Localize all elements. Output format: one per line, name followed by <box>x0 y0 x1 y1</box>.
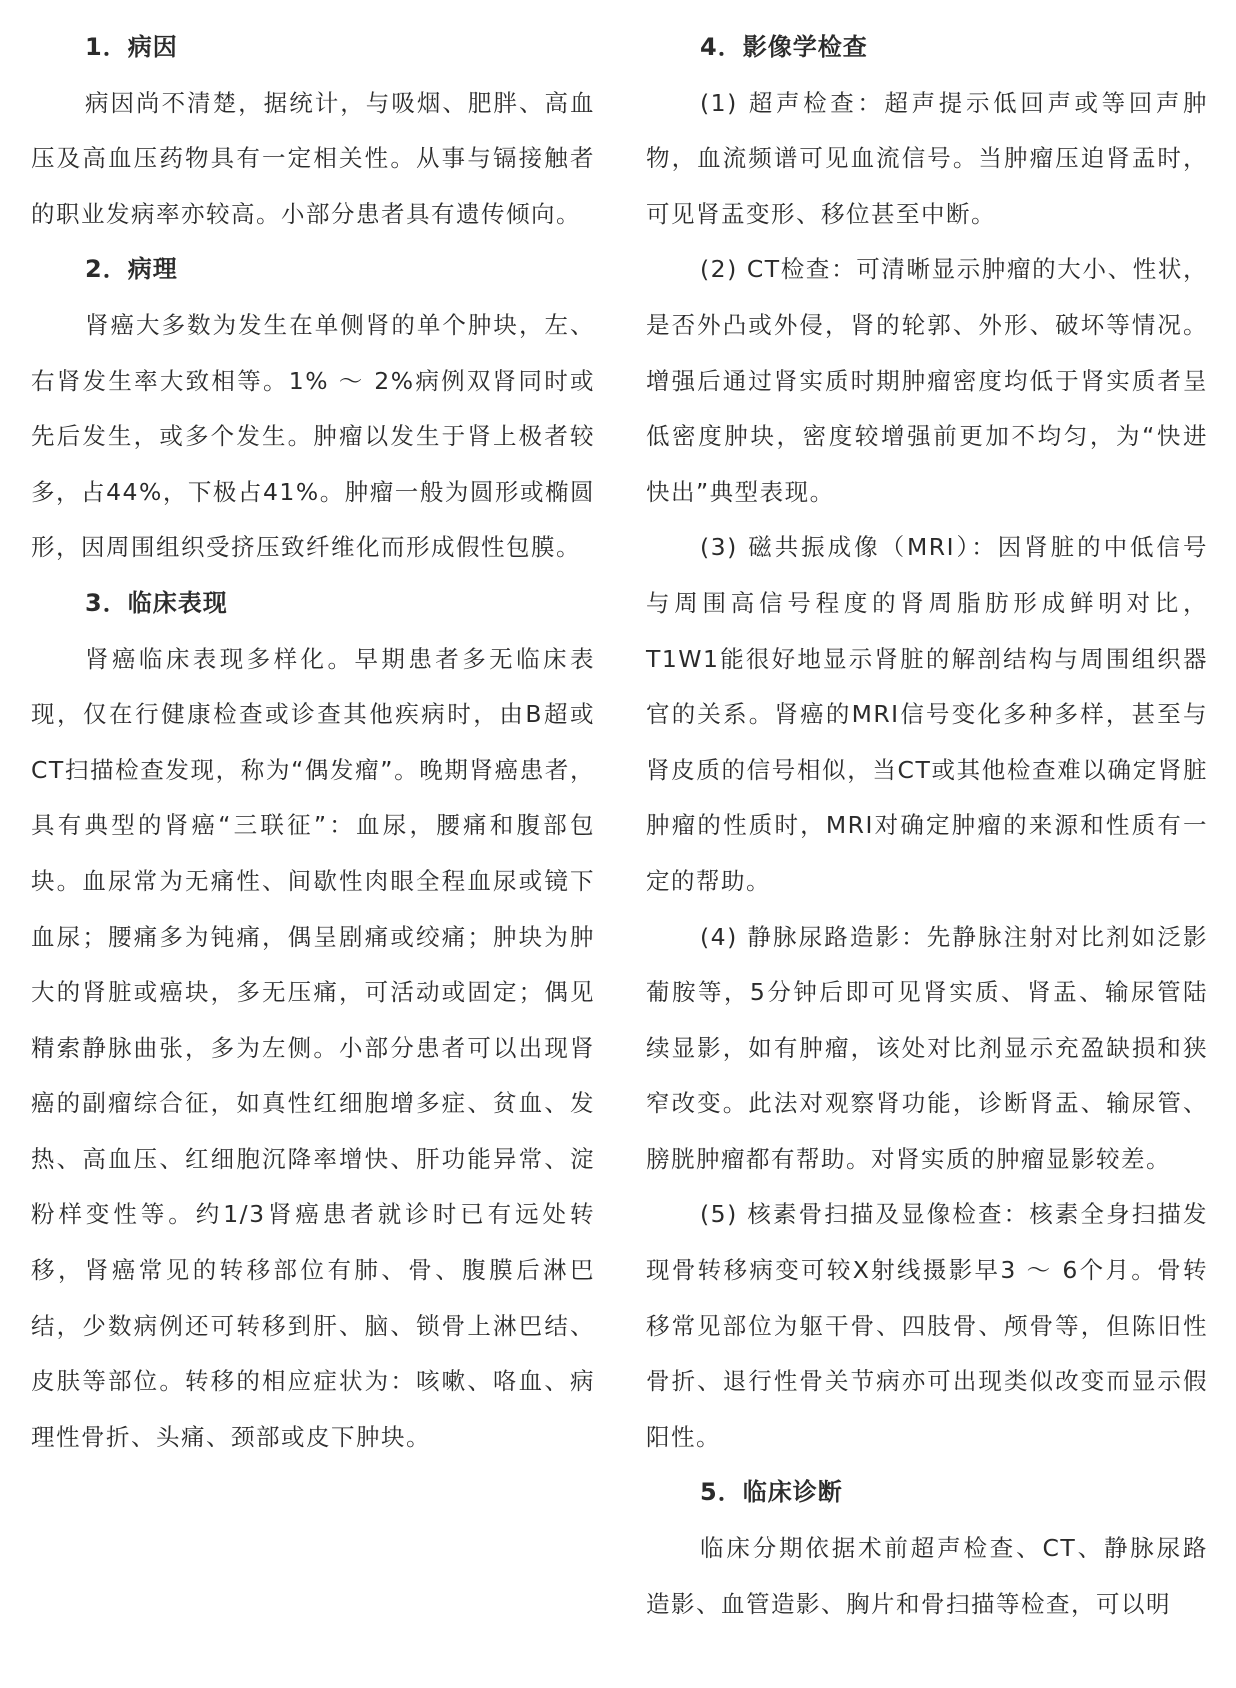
section-heading-pathology: 2．病理 <box>85 255 178 284</box>
paragraph-ct: (2) CT检查：可清晰显示肿瘤的大小、性状，是否外凸或外侵，肾的轮郭、外形、破坏等情况。增强后通过肾实质时期肿瘤密度均低于肾实质者呈低密度肿块，密度较增强前更加不均匀，为“快进快出”典型表现。 <box>646 255 1208 506</box>
section-heading-clinical-diagnosis: 5．临床诊断 <box>700 1478 843 1507</box>
section-heading-etiology: 1．病因 <box>85 33 178 61</box>
paragraph-urography: (4) 静脉尿路造影：先静脉注射对比剂如泛影葡胺等，5分钟后即可见肾实质、肾盂、输尿管陆续显影，如有肿瘤，该处对比剂显示充盈缺损和狭窄改变。此法对观察肾功能，诊断肾盂、输尿管、膀胱肿瘤都有帮助。对肾实质的肿瘤显影较差。 <box>646 922 1208 1173</box>
paragraph-bone-scan: (5) 核素骨扫描及显像检查：核素全身扫描发现骨转移病变可较X射线摄影早3 ～ 6个月。骨转移常见部位为躯干骨、四肢骨、颅骨等，但陈旧性骨折、退行性骨关节病亦可出现类似改变而显示假阳性。 <box>646 1200 1208 1451</box>
paragraph-clinical-diagnosis: 临床分期依据术前超声检查、CT、静脉尿路造影、血管造影、胸片和骨扫描等检查，可以明 <box>646 1534 1208 1618</box>
section-heading-clinical-manifestation: 3．临床表现 <box>85 588 228 617</box>
paragraph-mri: (3) 磁共振成像（MRI）：因肾脏的中低信号与周围高信号程度的肾周脂肪形成鲜明对比，T1W1能很好地显示肾脏的解剖结构与周围组织器官的关系。肾癌的MRI信号变化多种多样，甚至与肾皮质的信号相似，当CT或其他检查难以确定肾脏肿瘤的性质时，MRI对确定肿瘤的来源和性质有一定的帮助。 <box>646 533 1208 895</box>
paragraph-ultrasound: (1) 超声检查：超声提示低回声或等回声肿物，血流频谱可见血流信号。当肿瘤压迫肾盂时，可见肾盂变形、移位甚至中断。 <box>646 88 1208 228</box>
paragraph-pathology: 肾癌大多数为发生在单侧肾的单个肿块，左、右肾发生率大致相等。1% ～ 2%病例双肾同时或先后发生，或多个发生。肿瘤以发生于肾上极者较多，占44%，下极占41%。肿瘤一般为圆形或椭圆形，因周围组织受挤压致纤维化而形成假性包膜。 <box>31 310 595 562</box>
paragraph-clinical-manifestation: 肾癌临床表现多样化。早期患者多无临床表现，仅在行健康检查或诊查其他疾病时，由B超或CT扫描检查发现，称为“偶发瘤”。晚期肾癌患者，具有典型的肾癌“三联征”：血尿，腰痛和腹部包块。血尿常为无痛性、间歇性肉眼全程血尿或镜下血尿；腰痛多为钝痛，偶呈剧痛或绞痛；肿块为肿大的肾脏或癌块，多无压痛，可活动或固定；偶见精索静脉曲张，多为左侧。小部分患者可以出现肾癌的副瘤综合征，如真性红细胞增多症、贫血、发热、高血压、红细胞沉降率增快、肝功能异常、淀粉样变性等。约1/3肾癌患者就诊时已有远处转移，肾癌常见的转移部位有肺、骨、腹膜后淋巴结，少数病例还可转移到肝、脑、锁骨上淋巴结、皮肤等部位。转移的相应症状为：咳嗽、咯血、病理性骨折、头痛、颈部或皮下肿块。 <box>31 644 595 1451</box>
right-column <box>646 20 1208 1632</box>
section-heading-imaging: 4．影像学检查 <box>700 33 868 61</box>
paragraph-etiology: 病因尚不清楚，据统计，与吸烟、肥胖、高血压及高血压药物具有一定相关性。从事与镉接触者的职业发病率亦较高。小部分患者具有遗传倾向。 <box>31 88 595 228</box>
left-column <box>31 20 595 1465</box>
